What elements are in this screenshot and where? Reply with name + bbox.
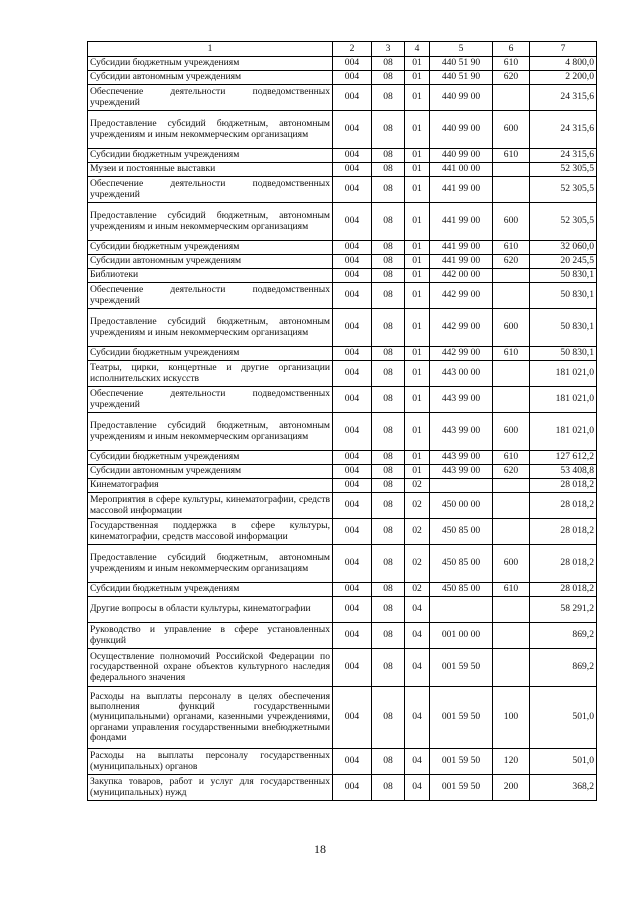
section-code-cell: 08 [372,479,405,493]
expense-kind-cell: 600 [493,111,530,149]
row-name-cell: Руководство и управление в сфере установленных функций [88,623,333,649]
subsection-code-cell: 04 [405,749,430,775]
amount-cell: 58 291,2 [530,597,597,623]
table-row [88,71,597,85]
expense-kind-cell [493,479,530,493]
amount-cell: 28 018,2 [530,493,597,519]
subsection-code-cell: 02 [405,479,430,493]
expense-kind-cell: 120 [493,749,530,775]
expense-kind-cell [493,597,530,623]
amount-cell: 501,0 [530,749,597,775]
section-code-cell: 08 [372,283,405,309]
row-name-cell: Предоставление субсидий бюджетным, автономным учреждениям и иным некоммерческим организациям [88,309,333,347]
section-code-cell: 08 [372,597,405,623]
section-code-cell: 08 [372,493,405,519]
admin-code-cell: 004 [333,493,372,519]
amount-cell: 2 200,0 [530,71,597,85]
table-row [88,465,597,479]
subsection-code-cell: 04 [405,649,430,687]
expense-kind-cell: 600 [493,203,530,241]
expense-kind-cell: 610 [493,241,530,255]
admin-code-cell: 004 [333,649,372,687]
row-name-cell: Субсидии бюджетным учреждениям [88,57,333,71]
section-code-cell: 08 [372,111,405,149]
admin-code-cell: 004 [333,269,372,283]
section-code-cell: 08 [372,177,405,203]
section-code-cell: 08 [372,519,405,545]
row-name-cell: Предоставление субсидий бюджетным, автономным учреждениям и иным некоммерческим организациям [88,203,333,241]
table-row [88,687,597,749]
target-article-cell: 001 59 50 [430,749,493,775]
expense-kind-cell: 600 [493,413,530,451]
row-name-cell: Предоставление субсидий бюджетным, автономным учреждениям и иным некоммерческим организациям [88,413,333,451]
target-article-cell: 450 85 00 [430,519,493,545]
table-row [88,545,597,583]
expense-kind-cell: 600 [493,309,530,347]
admin-code-cell: 004 [333,387,372,413]
subsection-code-cell: 01 [405,203,430,241]
section-code-cell: 08 [372,649,405,687]
row-name-cell: Обеспечение деятельности подведомственных учреждений [88,283,333,309]
target-article-cell: 441 99 00 [430,255,493,269]
table-row [88,203,597,241]
subsection-code-cell: 04 [405,775,430,801]
table-row [88,479,597,493]
amount-cell: 4 800,0 [530,57,597,71]
section-code-cell: 08 [372,775,405,801]
target-article-cell: 440 51 90 [430,71,493,85]
table-row [88,57,597,71]
target-article-cell: 443 99 00 [430,451,493,465]
row-name-cell: Кинематография [88,479,333,493]
target-article-cell: 441 99 00 [430,241,493,255]
subsection-code-cell: 01 [405,309,430,347]
section-code-cell: 08 [372,749,405,775]
table-row [88,749,597,775]
subsection-code-cell: 01 [405,71,430,85]
admin-code-cell: 004 [333,749,372,775]
table-row [88,241,597,255]
amount-cell: 368,2 [530,775,597,801]
expense-kind-cell: 610 [493,57,530,71]
row-name-cell: Субсидии бюджетным учреждениям [88,241,333,255]
admin-code-cell: 004 [333,85,372,111]
amount-cell: 50 830,1 [530,283,597,309]
expense-kind-cell: 100 [493,687,530,749]
row-name-cell: Музеи и постоянные выставки [88,163,333,177]
target-article-cell: 442 99 00 [430,347,493,361]
admin-code-cell: 004 [333,177,372,203]
subsection-code-cell: 02 [405,493,430,519]
table-row [88,387,597,413]
admin-code-cell: 004 [333,163,372,177]
table-row [88,597,597,623]
page-number: 18 [314,842,326,856]
amount-cell: 181 021,0 [530,387,597,413]
amount-cell: 181 021,0 [530,413,597,451]
expense-kind-cell [493,493,530,519]
column-number: 5 [430,42,493,57]
section-code-cell: 08 [372,623,405,649]
row-name-cell: Расходы на выплаты персоналу государственных (муниципальных) органов [88,749,333,775]
admin-code-cell: 004 [333,361,372,387]
column-number-row [88,42,597,57]
target-article-cell: 441 99 00 [430,203,493,241]
admin-code-cell: 004 [333,623,372,649]
section-code-cell: 08 [372,71,405,85]
table-row [88,309,597,347]
amount-cell: 52 305,5 [530,163,597,177]
section-code-cell: 08 [372,241,405,255]
expense-kind-cell: 610 [493,347,530,361]
expense-kind-cell: 610 [493,149,530,163]
column-number: 7 [530,42,597,57]
table-row [88,111,597,149]
expense-kind-cell [493,361,530,387]
table-row [88,255,597,269]
table-row [88,269,597,283]
admin-code-cell: 004 [333,451,372,465]
row-name-cell: Обеспечение деятельности подведомственных учреждений [88,387,333,413]
table-row [88,177,597,203]
amount-cell: 28 018,2 [530,519,597,545]
subsection-code-cell: 01 [405,361,430,387]
admin-code-cell: 004 [333,203,372,241]
table-row [88,649,597,687]
expense-kind-cell: 620 [493,71,530,85]
table-row [88,583,597,597]
subsection-code-cell: 01 [405,57,430,71]
budget-table [87,41,597,801]
amount-cell: 501,0 [530,687,597,749]
expense-kind-cell: 620 [493,255,530,269]
row-name-cell: Субсидии бюджетным учреждениям [88,583,333,597]
section-code-cell: 08 [372,387,405,413]
section-code-cell: 08 [372,57,405,71]
table-row [88,775,597,801]
section-code-cell: 08 [372,85,405,111]
target-article-cell: 441 00 00 [430,163,493,177]
table-row [88,519,597,545]
subsection-code-cell: 02 [405,545,430,583]
row-name-cell: Субсидии автономным учреждениям [88,71,333,85]
amount-cell: 28 018,2 [530,479,597,493]
target-article-cell: 450 85 00 [430,545,493,583]
target-article-cell: 442 00 00 [430,269,493,283]
target-article-cell: 440 99 00 [430,85,493,111]
admin-code-cell: 004 [333,687,372,749]
expense-kind-cell: 600 [493,545,530,583]
section-code-cell: 08 [372,583,405,597]
admin-code-cell: 004 [333,241,372,255]
section-code-cell: 08 [372,413,405,451]
row-name-cell: Обеспечение деятельности подведомственных учреждений [88,177,333,203]
admin-code-cell: 004 [333,479,372,493]
amount-cell: 50 830,1 [530,269,597,283]
target-article-cell: 440 99 00 [430,111,493,149]
section-code-cell: 08 [372,361,405,387]
target-article-cell: 440 51 90 [430,57,493,71]
column-number: 4 [405,42,430,57]
amount-cell: 20 245,5 [530,255,597,269]
section-code-cell: 08 [372,451,405,465]
target-article-cell: 440 99 00 [430,149,493,163]
expense-kind-cell: 620 [493,465,530,479]
admin-code-cell: 004 [333,519,372,545]
row-name-cell: Предоставление субсидий бюджетным, автономным учреждениям и иным некоммерческим организациям [88,545,333,583]
amount-cell: 50 830,1 [530,309,597,347]
row-name-cell: Расходы на выплаты персоналу в целях обеспечения выполнения функций государственными (муниципальными) органами, казенными учреждениями, органами управления государственными внебюджетными фондами [88,687,333,749]
table-row [88,163,597,177]
admin-code-cell: 004 [333,465,372,479]
admin-code-cell: 004 [333,309,372,347]
target-article-cell: 001 59 50 [430,775,493,801]
subsection-code-cell: 01 [405,465,430,479]
amount-cell: 52 305,5 [530,177,597,203]
amount-cell: 53 408,8 [530,465,597,479]
amount-cell: 28 018,2 [530,545,597,583]
subsection-code-cell: 01 [405,85,430,111]
subsection-code-cell: 01 [405,177,430,203]
row-name-cell: Осуществление полномочий Российской Федерации по государственной охране объектов культурного наследия федерального значения [88,649,333,687]
admin-code-cell: 004 [333,57,372,71]
subsection-code-cell: 04 [405,687,430,749]
table-row [88,149,597,163]
admin-code-cell: 004 [333,597,372,623]
subsection-code-cell: 01 [405,269,430,283]
row-name-cell: Субсидии автономным учреждениям [88,465,333,479]
target-article-cell: 442 99 00 [430,283,493,309]
table-row [88,623,597,649]
section-code-cell: 08 [372,465,405,479]
amount-cell: 28 018,2 [530,583,597,597]
expense-kind-cell [493,623,530,649]
target-article-cell: 443 99 00 [430,387,493,413]
table-row [88,413,597,451]
expense-kind-cell [493,387,530,413]
subsection-code-cell: 01 [405,149,430,163]
amount-cell: 32 060,0 [530,241,597,255]
row-name-cell: Библиотеки [88,269,333,283]
target-article-cell [430,597,493,623]
row-name-cell: Закупка товаров, работ и услуг для государственных (муниципальных) нужд [88,775,333,801]
target-article-cell: 443 99 00 [430,413,493,451]
table-row [88,283,597,309]
admin-code-cell: 004 [333,347,372,361]
subsection-code-cell: 01 [405,163,430,177]
target-article-cell [430,479,493,493]
subsection-code-cell: 01 [405,241,430,255]
admin-code-cell: 004 [333,775,372,801]
target-article-cell: 001 59 50 [430,687,493,749]
amount-cell: 181 021,0 [530,361,597,387]
expense-kind-cell: 200 [493,775,530,801]
target-article-cell: 443 99 00 [430,465,493,479]
section-code-cell: 08 [372,255,405,269]
expense-kind-cell [493,649,530,687]
table-row [88,347,597,361]
subsection-code-cell: 01 [405,255,430,269]
target-article-cell: 450 85 00 [430,583,493,597]
amount-cell: 50 830,1 [530,347,597,361]
subsection-code-cell: 01 [405,347,430,361]
section-code-cell: 08 [372,545,405,583]
section-code-cell: 08 [372,309,405,347]
subsection-code-cell: 01 [405,387,430,413]
target-article-cell: 450 00 00 [430,493,493,519]
subsection-code-cell: 02 [405,519,430,545]
table-row [88,493,597,519]
amount-cell: 24 315,6 [530,111,597,149]
table-row [88,85,597,111]
admin-code-cell: 004 [333,71,372,85]
expense-kind-cell [493,85,530,111]
section-code-cell: 08 [372,269,405,283]
row-name-cell: Субсидии автономным учреждениям [88,255,333,269]
expense-kind-cell [493,177,530,203]
section-code-cell: 08 [372,149,405,163]
section-code-cell: 08 [372,163,405,177]
admin-code-cell: 004 [333,583,372,597]
amount-cell: 869,2 [530,623,597,649]
expense-kind-cell [493,163,530,177]
subsection-code-cell: 04 [405,623,430,649]
admin-code-cell: 004 [333,111,372,149]
column-number: 1 [88,42,333,57]
row-name-cell: Субсидии бюджетным учреждениям [88,347,333,361]
row-name-cell: Субсидии бюджетным учреждениям [88,149,333,163]
expense-kind-cell [493,283,530,309]
table-row [88,451,597,465]
amount-cell: 24 315,6 [530,149,597,163]
column-number: 6 [493,42,530,57]
target-article-cell: 441 99 00 [430,177,493,203]
target-article-cell: 001 59 50 [430,649,493,687]
subsection-code-cell: 01 [405,111,430,149]
target-article-cell: 442 99 00 [430,309,493,347]
subsection-code-cell: 01 [405,283,430,309]
section-code-cell: 08 [372,203,405,241]
amount-cell: 127 612,2 [530,451,597,465]
admin-code-cell: 004 [333,255,372,269]
section-code-cell: 08 [372,687,405,749]
subsection-code-cell: 04 [405,597,430,623]
row-name-cell: Предоставление субсидий бюджетным, автономным учреждениям и иным некоммерческим организациям [88,111,333,149]
amount-cell: 869,2 [530,649,597,687]
column-number: 3 [372,42,405,57]
admin-code-cell: 004 [333,545,372,583]
subsection-code-cell: 01 [405,413,430,451]
expense-kind-cell [493,519,530,545]
column-number: 2 [333,42,372,57]
expense-kind-cell: 610 [493,451,530,465]
subsection-code-cell: 02 [405,583,430,597]
amount-cell: 24 315,6 [530,85,597,111]
amount-cell: 52 305,5 [530,203,597,241]
target-article-cell: 443 00 00 [430,361,493,387]
table-row [88,361,597,387]
section-code-cell: 08 [372,347,405,361]
row-name-cell: Государственная поддержка в сфере культуры, кинематографии, средств массовой информации [88,519,333,545]
row-name-cell: Обеспечение деятельности подведомственных учреждений [88,85,333,111]
row-name-cell: Театры, цирки, концертные и другие организации исполнительских искусств [88,361,333,387]
row-name-cell: Другие вопросы в области культуры, кинематографии [88,597,333,623]
admin-code-cell: 004 [333,413,372,451]
admin-code-cell: 004 [333,149,372,163]
expense-kind-cell: 610 [493,583,530,597]
target-article-cell: 001 00 00 [430,623,493,649]
row-name-cell: Субсидии бюджетным учреждениям [88,451,333,465]
admin-code-cell: 004 [333,283,372,309]
expense-kind-cell [493,269,530,283]
subsection-code-cell: 01 [405,451,430,465]
row-name-cell: Мероприятия в сфере культуры, кинематографии, средств массовой информации [88,493,333,519]
